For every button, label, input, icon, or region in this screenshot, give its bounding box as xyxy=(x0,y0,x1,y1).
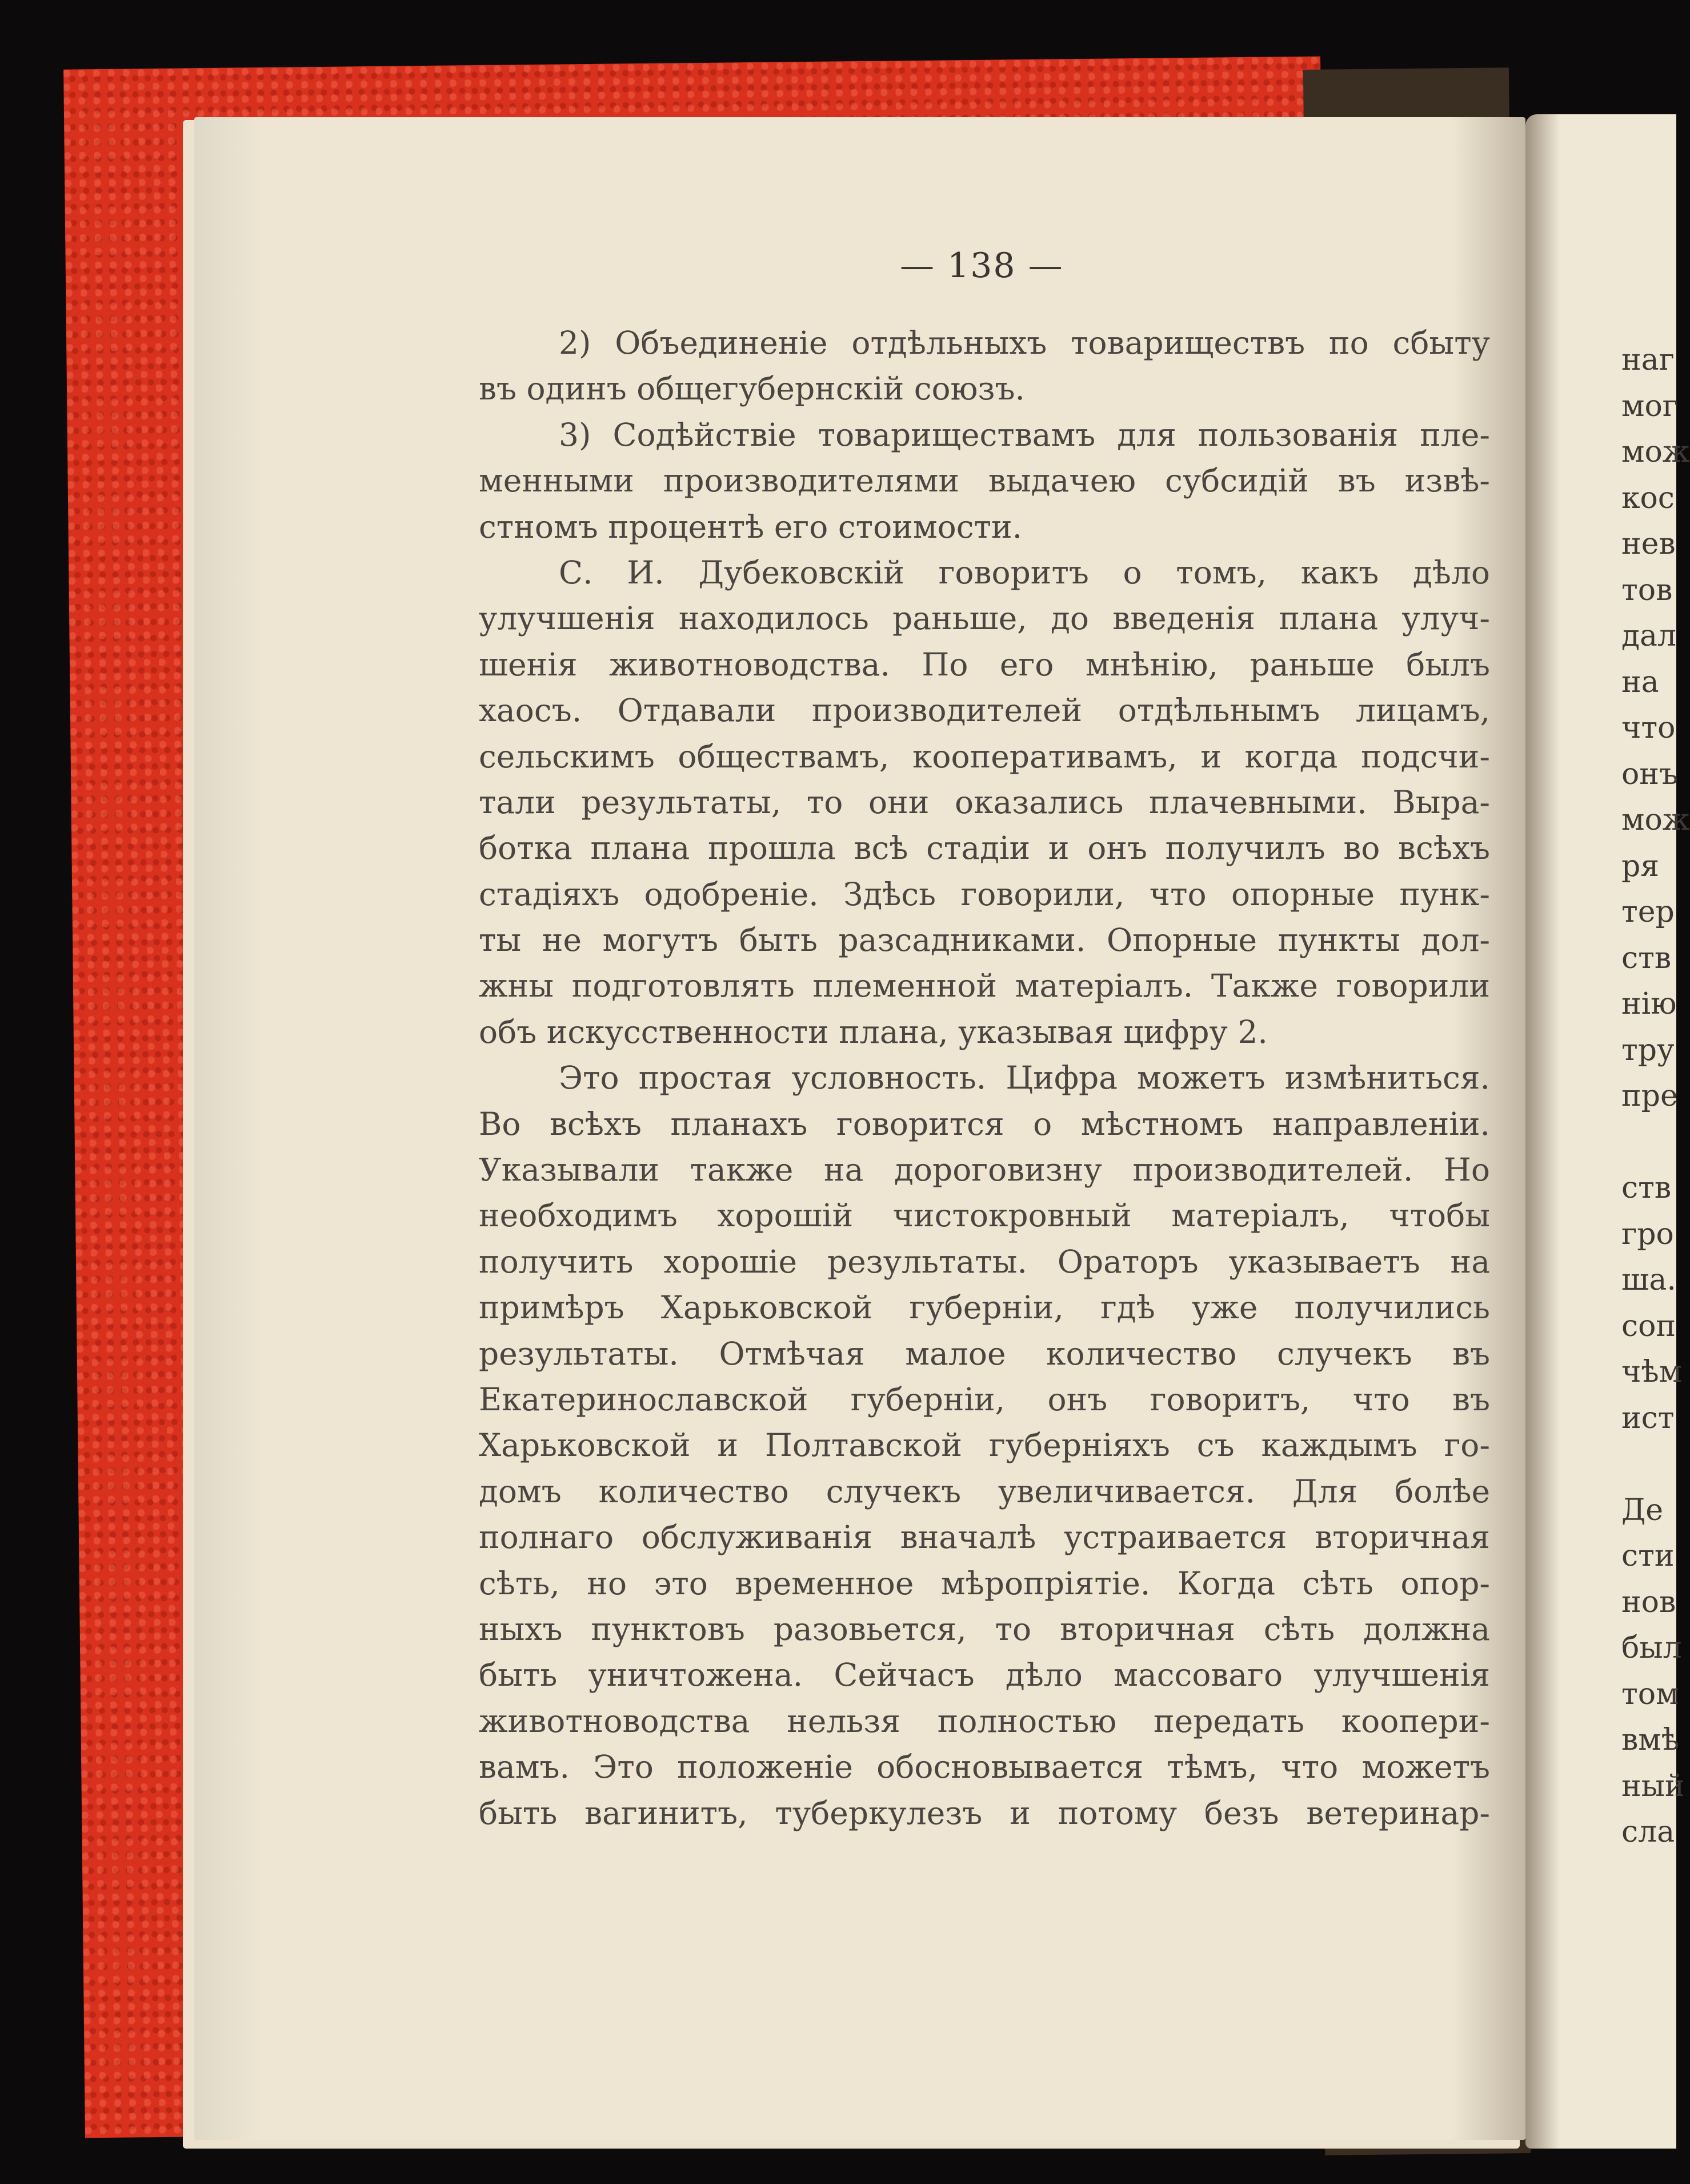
text-line: объ искусственности плана, указывая цифру 2. xyxy=(479,1013,1268,1050)
text-fragment: мог xyxy=(1621,389,1678,423)
text-line: ты не могутъ быть разсадниками. Опорные пункты дол- xyxy=(479,922,1490,959)
text-line: быть уничтожена. Сейчасъ дѣло массоваго улучшенія xyxy=(479,1657,1490,1694)
text-line: 2) Объединеніе отдѣльныхъ товариществъ по сбыту xyxy=(559,325,1490,361)
text-line: сѣть, но это временное мѣропріятіе. Когда сѣть опор- xyxy=(479,1565,1490,1602)
next-page-text-fragments xyxy=(1621,337,1690,1855)
text-line: Это простая условность. Цифра можетъ измѣниться. xyxy=(559,1059,1490,1097)
text-line: Указывали также на дороговизну производителей. Но xyxy=(479,1151,1490,1189)
text-fragment: ша. xyxy=(1621,1263,1676,1297)
text-line: въ одинъ общегубернскій союзъ. xyxy=(479,370,1026,407)
text-line: Харьковской и Полтавской губерніяхъ съ каждымъ го- xyxy=(479,1427,1490,1464)
text-line: домъ количество случекъ увеличивается. Для болѣе xyxy=(479,1473,1490,1510)
text-line: животноводства нельзя полностью передать коопери- xyxy=(479,1702,1490,1739)
text-line: стадіяхъ одобреніе. Здѣсь говорили, что опорные пунк- xyxy=(479,875,1490,913)
text-fragment: дал xyxy=(1621,619,1677,653)
text-fragment: ный xyxy=(1621,1769,1685,1803)
text-line: 3) Содѣйствіе товариществамъ для пользованія пле- xyxy=(559,416,1490,453)
text-fragment: на xyxy=(1621,665,1659,699)
text-fragment: сла xyxy=(1621,1815,1675,1849)
text-fragment: нев xyxy=(1621,527,1676,561)
text-line: необходимъ хорошій чистокровный матеріалъ, чтобы xyxy=(479,1197,1490,1234)
text-line: Екатеринославской губерніи, онъ говоритъ, что въ xyxy=(479,1381,1490,1418)
text-line: стномъ процентѣ его стоимости. xyxy=(479,508,1023,545)
text-line: Во всѣхъ планахъ говорится о мѣстномъ направленіи. xyxy=(479,1105,1490,1142)
text-fragment: том xyxy=(1621,1677,1679,1711)
text-line: вамъ. Это положеніе обосновывается тѣмъ, что можетъ xyxy=(479,1749,1490,1786)
text-fragment: ря xyxy=(1621,849,1660,883)
text-line: получить хорошіе результаты. Ораторъ указываетъ на xyxy=(479,1243,1490,1280)
text-line: улучшенія находилось раньше, до введенія плана улуч- xyxy=(479,600,1490,637)
text-line: ныхъ пунктовъ разовьется, то вторичная сѣть должна xyxy=(479,1610,1490,1647)
text-fragment: нов xyxy=(1621,1585,1676,1619)
text-fragment: кос xyxy=(1621,481,1675,515)
text-fragment: тер xyxy=(1621,895,1675,929)
text-fragment: нію xyxy=(1621,987,1677,1021)
text-line: примѣръ Харьковской губерніи, гдѣ уже получились xyxy=(479,1289,1490,1326)
text-line: быть вагинитъ, туберкулезъ и потому безъ ветеринар- xyxy=(479,1794,1490,1831)
text-line: жны подготовлять племенной матеріалъ. Также говорили xyxy=(479,967,1490,1005)
text-fragment: ств xyxy=(1621,1171,1672,1205)
text-line: шенія животноводства. По его мнѣнію, раньше былъ xyxy=(479,646,1490,683)
text-fragment: пре xyxy=(1621,1079,1678,1113)
text-line: сельскимъ обществамъ, кооперативамъ, и когда подсчи- xyxy=(479,738,1490,775)
text-fragment: что xyxy=(1621,711,1676,745)
text-line: тали результаты, то они оказались плачевными. Выра- xyxy=(479,783,1490,821)
text-line: полнаго обслуживанія вначалѣ устраивается вторичная xyxy=(479,1519,1490,1556)
text-fragment: чѣм xyxy=(1621,1355,1683,1389)
page-number: — 138 — xyxy=(900,246,1064,286)
text-fragment: ств xyxy=(1621,941,1672,975)
text-line: ботка плана прошла всѣ стадіи и онъ получилъ во всѣхъ xyxy=(479,830,1490,867)
text-fragment: наг xyxy=(1621,343,1675,377)
text-fragment: тов xyxy=(1621,573,1673,607)
text-line: менными производителями выдачею субсидій въ извѣ- xyxy=(479,462,1490,499)
text-fragment: Де xyxy=(1621,1493,1664,1527)
text-line: результаты. Отмѣчая малое количество случекъ въ xyxy=(479,1335,1490,1372)
text-fragment: мож xyxy=(1621,435,1690,469)
text-fragment: вмѣ xyxy=(1621,1723,1680,1757)
text-fragment: сти xyxy=(1621,1539,1675,1573)
text-line: хаосъ. Отдавали производителей отдѣльнымъ лицамъ, xyxy=(479,692,1490,729)
text-fragment: был xyxy=(1621,1631,1682,1665)
text-fragment: тру xyxy=(1621,1033,1675,1067)
text-fragment: гро xyxy=(1621,1217,1674,1251)
text-fragment: мож xyxy=(1621,803,1690,837)
text-fragment: соп xyxy=(1621,1309,1676,1343)
text-fragment: ист xyxy=(1621,1401,1675,1435)
text-fragment: онъ xyxy=(1621,757,1679,791)
page-body-text xyxy=(479,320,1490,1836)
text-line: С. И. Дубековскій говоритъ о томъ, какъ дѣло xyxy=(559,554,1490,591)
